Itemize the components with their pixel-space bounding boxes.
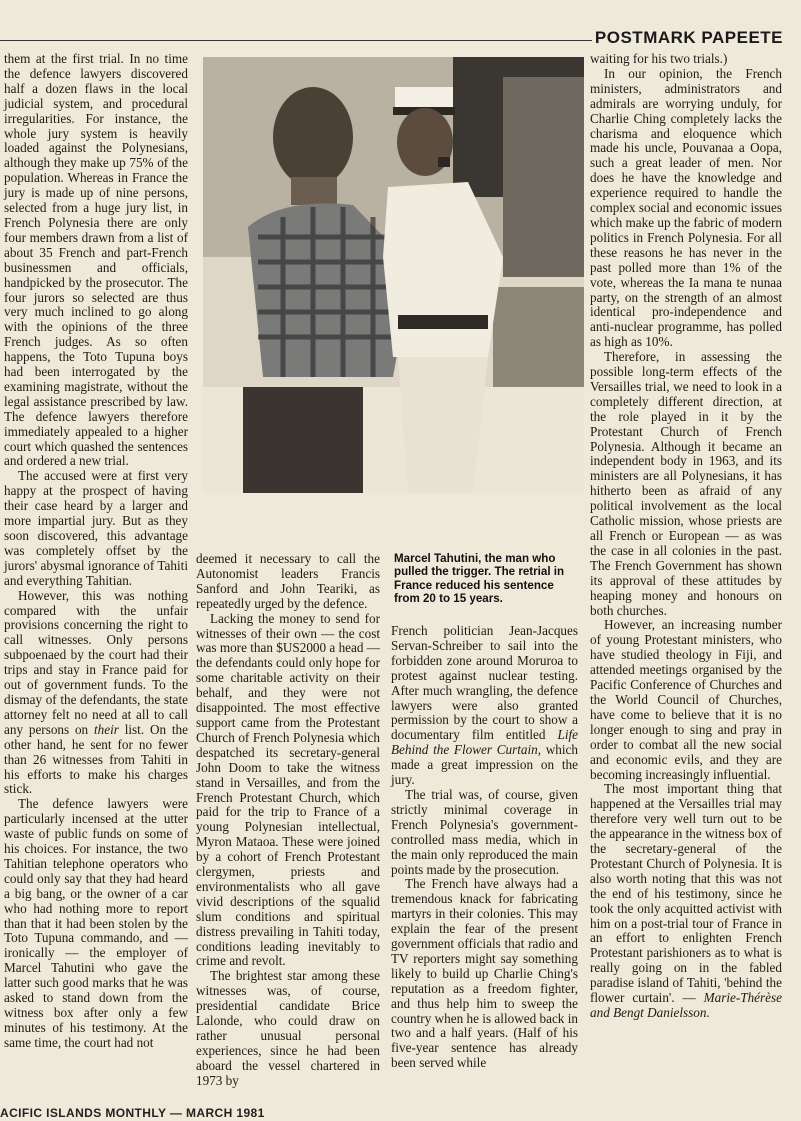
column-2 [196, 552, 380, 1089]
paragraph: The most important thing that happened at the Versailles trial may therefore very well turn out to be the appearance in the witness box of the secretary-general of the Protestant Church of Polynesia. It is also worth noting that this was not the end of his testimony, since he took the only acquitted activist with him on a post-trial tour of France in an effort to enlighten French Protestant parishioners as to what is really going on in the fabled paradise island of Tahiti, 'behind the flower curtain'. — Marie-Thérèse and Bengt Danielsson. [590, 781, 782, 1020]
paragraph: The defence lawyers were particularly incensed at the utter waste of public funds on some of his choices. For instance, the two Tahitian telephone operators who could only say that they had heard a big bang, or the owner of a car who had nothing more to report than that it had been stolen by the Toto Tupuna commando, and — ironically — the employer of Marcel Tahutini who gave the latter such good marks that he was asked to stand down from the witness box after only a few minutes of his testimony. At the same time, the court had not [4, 796, 188, 1050]
top-rule [0, 40, 592, 41]
paragraph: waiting for his two trials.) [590, 51, 728, 66]
page-footer: ACIFIC ISLANDS MONTHLY — MARCH 1981 [0, 1106, 265, 1120]
column-4 [590, 52, 782, 1021]
paragraph: The accused were at first very happy at the prospect of having their case heard by a larger and more impartial jury. But as they soon discovered, this advantage was completely offset by the jurors' abysmal ignorance of Tahiti and everything Tahitian. [4, 468, 188, 588]
paragraph: The brightest star among these witnesses was, of course, presidential candidate Brice Lalonde, who could draw on rather unusual personal experiences, since he had been aboard the vessel chartered in 1973 by [196, 968, 380, 1088]
column-1 [4, 52, 188, 1051]
photo-caption: Marcel Tahutini, the man who pulled the trigger. The retrial in France reduced his sentence from 20 to 15 years. [394, 552, 565, 606]
photo-illustration [203, 57, 584, 493]
paragraph: In our opinion, the French ministers, administrators and admirals are worrying unduly, for Charlie Ching completely lacks the charisma and eloquence which made his uncle, Pouvanaa a Oopa, such a great leader of men. Nor does he have the knowledge and experience required to handle the complex social and economic issues which make up the fabric of modern politics in French Polynesia. For all these reasons he has never in the past polled more than 1% of the vote, whereas the Ia mana te nunaa party, on the strength of an almost identical pro-independence and anti-nuclear programme, has polled as high as 10%. [590, 65, 782, 350]
paragraph: them at the first trial. In no time the defence lawyers discovered half a dozen flaws in the local judicial system, and procedural irregularities. For instance, the whole jury system is heavily loaded against the Polynesians, although they make up 75% of the population. Whereas in France the jury is made up of nine persons, selected from a huge jury list, in French Polynesia there are only four members drawn from a list of about 35 French and part-French businessmen and officials, handpicked by the prosecutor. The four jurors so selected are thus very much inclined to go along with the opinions of the three French judges. As so often happens, the Toto Tupuna boys had been interrogated by the examining magistrate, without the legal assistance prescribed by law. The defence lawyers therefore immediately appealed to a higher court which quashed the sentences and ordered a new trial. [4, 51, 188, 469]
paragraph: deemed it necessary to call the Autonomist leaders Francis Sanford and John Teariki, as repeatedly urged by the defence. [196, 551, 380, 611]
column-3 [391, 624, 578, 1071]
paragraph: However, an increasing number of young Protestant ministers, who have studied theology in Fiji, and attended meetings organised by the Pacific Conference of Churches and the World Council of Churches, have come to believe that it is no longer enough to sing and pray in order to combat all the new social and economic evils, and they are becoming increasingly influential. [590, 617, 782, 782]
paragraph: Lacking the money to send for witnesses of their own — the cost was more than $US2000 a head — the defendants could only hope for some charitable activity on their behalf, and they were not disappointed. The most effective support came from the Protestant Church of French Polynesia which despatched its secretary-general John Doom to take the witness stand in Versailles, and from the French Protestant Church, which paid for the trip to France of a young Polynesian intellectual, Myron Mataoa. These were joined by a cohort of French Protestant clergymen, priests and environmentalists who all gave vivid descriptions of the squalid slum conditions and spiritual distress prevailing in Tahiti today, conditions leading inevitably to crime and revolt. [196, 610, 380, 969]
byline: Marie-Thérèse and Bengt Danielsson. [590, 990, 782, 1020]
paragraph: French politician Jean-Jacques Servan-Schreiber to sail into the forbidden zone around Moruroa to protest against nuclear testing. After much wrangling, the defence lawyers were also granted permission by the court to show a documentary film entitled Life Behind the Flower Curtain, which made a great impression on the jury. [391, 623, 578, 788]
film-title: Life Behind the Flower Curtain, [391, 727, 578, 758]
photo-marcel-tahutini [203, 57, 584, 493]
paragraph: The trial was, of course, given strictly minimal coverage in French Polynesia's government-controlled mass media, which in the main only reproduced the main points made by the prosecution. [391, 786, 578, 877]
paragraph: Therefore, in assessing the possible long-term effects of the Versailles trial, we need to look in a completely different direction, at the role played in it by the Protestant Church of French Polynesia. Although it became an independent body in 1963, and its ministers are all Polynesians, it has hitherto been as afraid of any political involvement as the local Catholic mission, whose priests are all French or European — as was the case in all colonies in the past. The French Government has shown its approval of these attitudes by heaping money and honours on both churches. [590, 349, 782, 618]
paragraph: The French have always had a tremendous knack for fabricating martyrs in their colonies. This may explain the fear of the present government officials that radio and TV reporters might say something likely to build up Charlie Ching's reputation as a freedom fighter, and thus help him to sweep the country when he is allowed back in two and a half years. (Half of his five-year sentence has already been served while [391, 876, 578, 1071]
emphasis: their [93, 721, 119, 737]
section-heading: POSTMARK PAPEETE [594, 28, 783, 47]
paragraph: However, this was nothing compared with the unfair provisions concerning the right to call witnesses. Only persons subpoenaed by the court had their trips and stay in France paid for out of government funds. To the dismay of the defendants, the state attorney felt no need at all to call any persons on their list. On the other hand, he sent for no fewer than 26 witnesses from Tahiti in his efforts to make his charges stick. [4, 587, 188, 797]
